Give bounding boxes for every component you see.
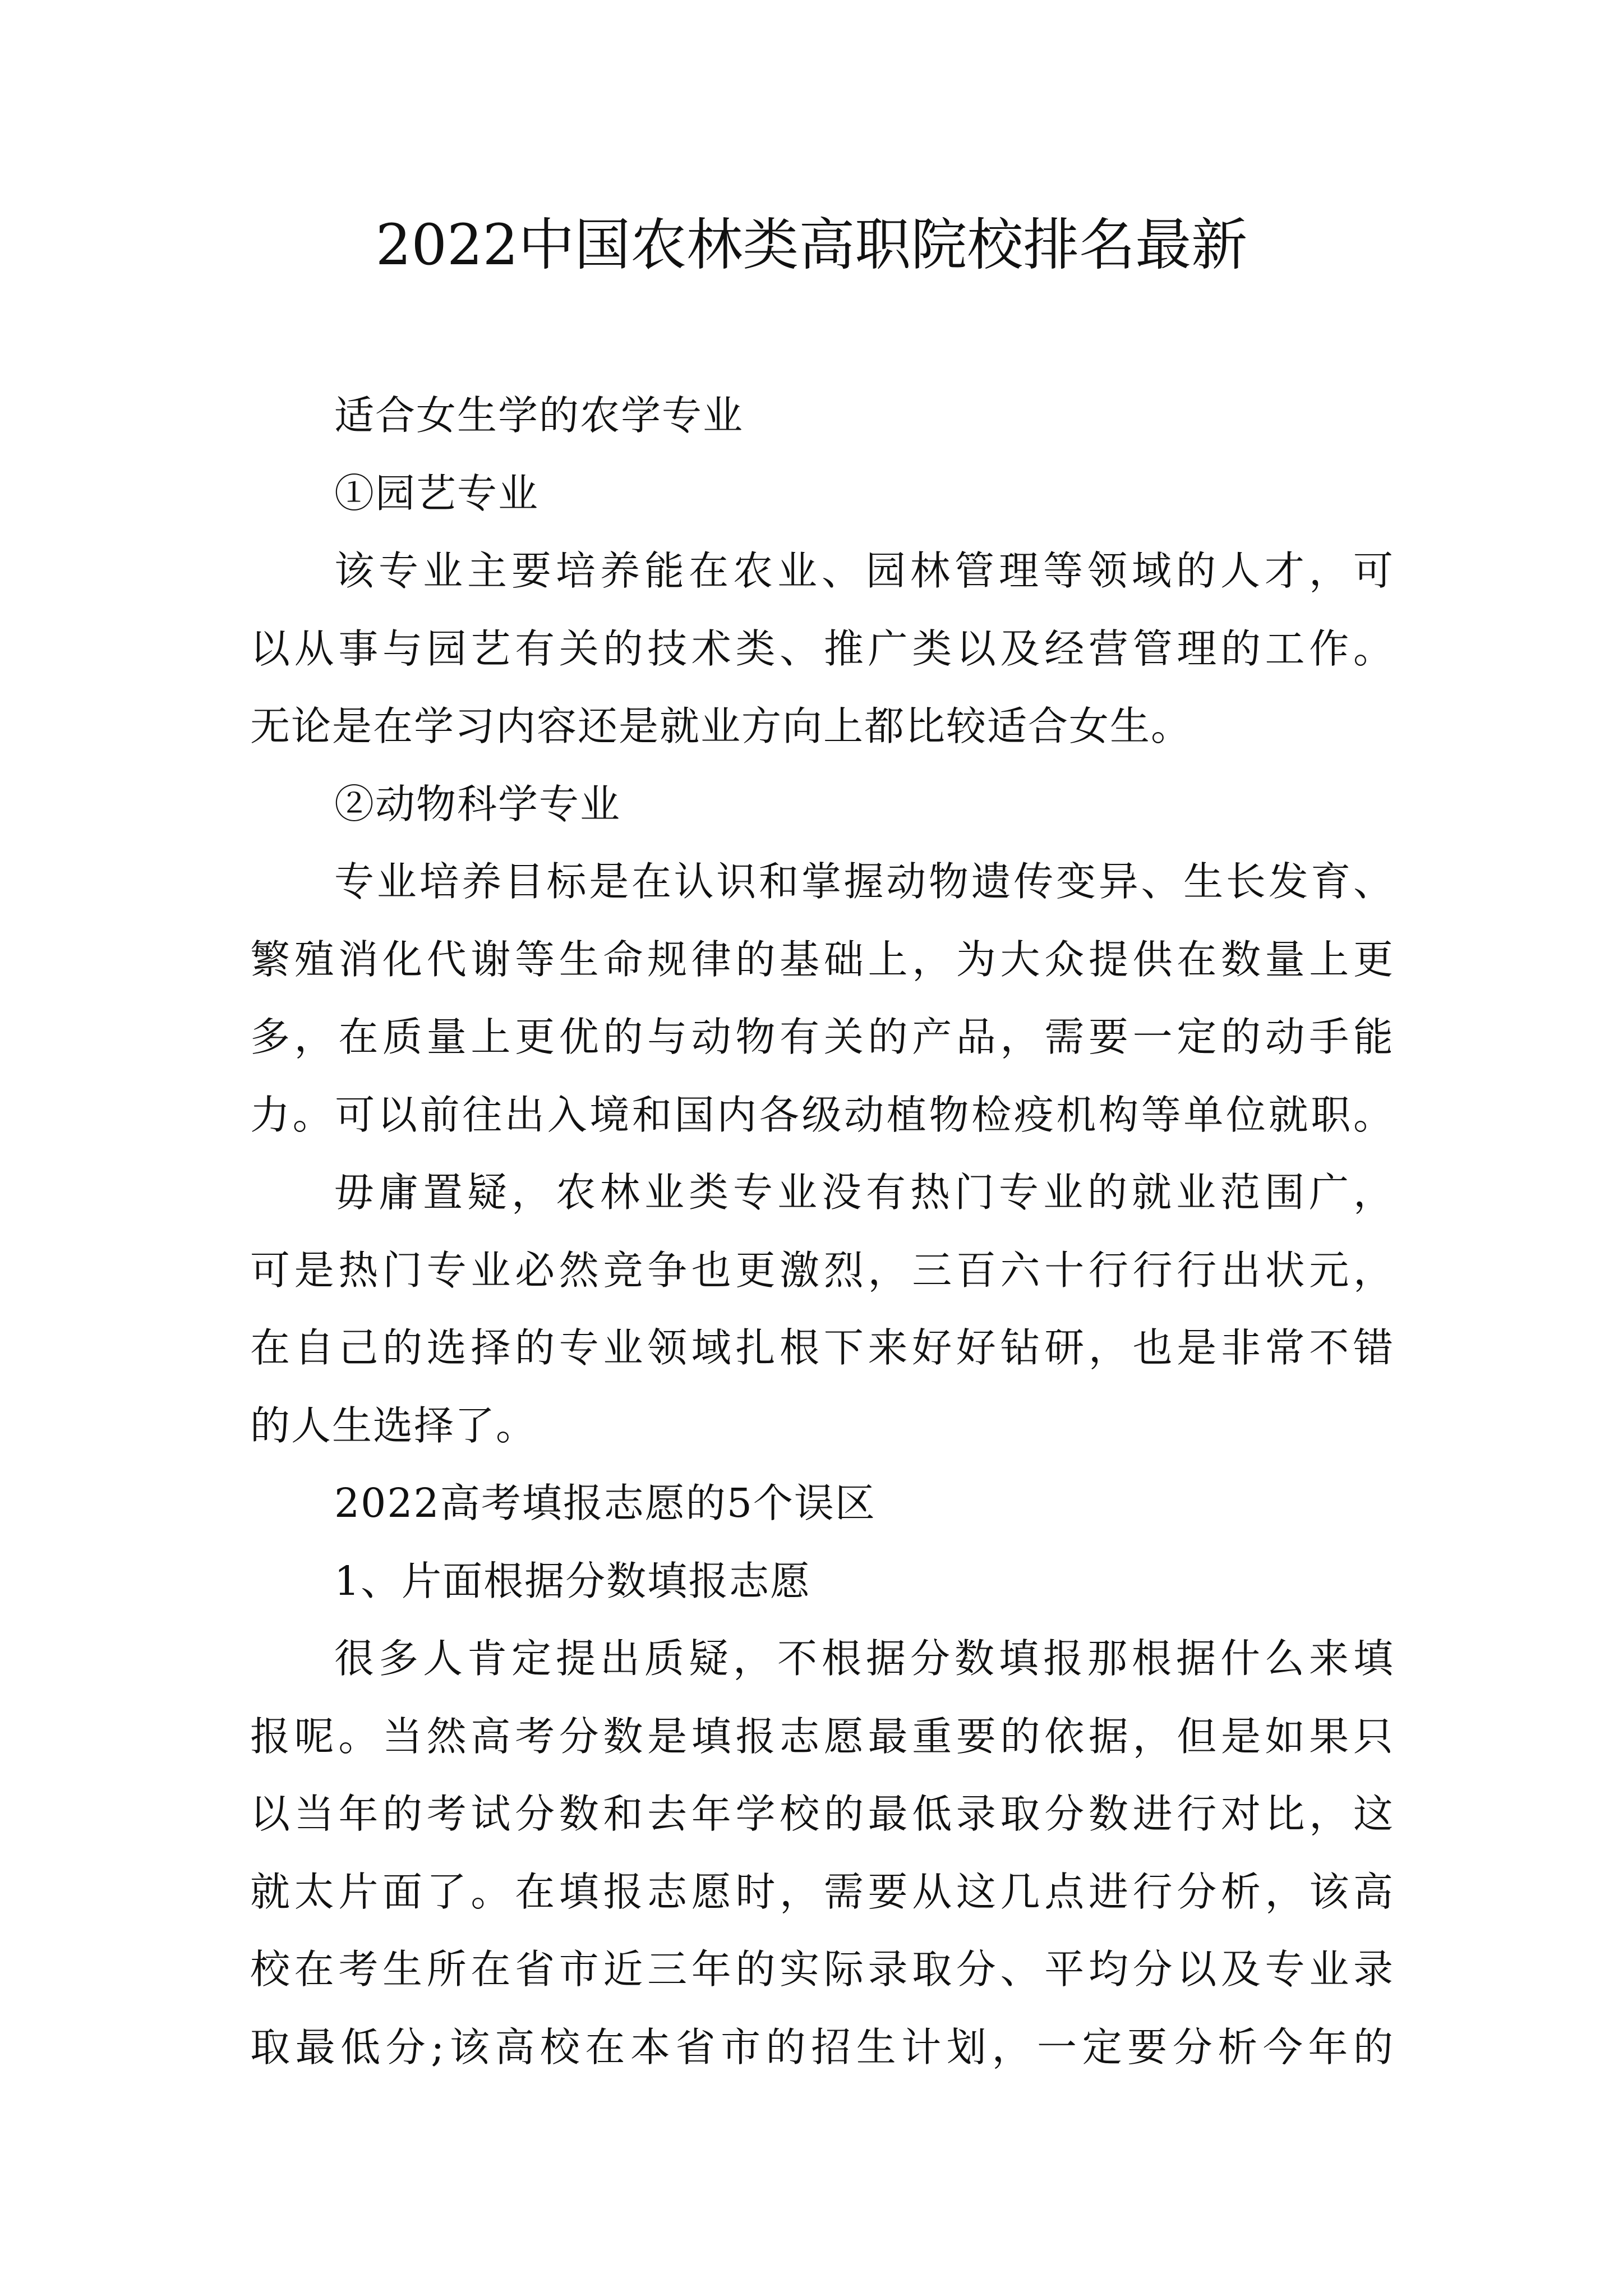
paragraph-line: 以当年的考试分数和去年学校的最低录取分数进行对比，这 [250, 1791, 1394, 1837]
paragraph-line: 无论是在学习内容还是就业方向上都比较适合女生。 [250, 703, 1192, 749]
paragraph-line: 专业培养目标是在认识和掌握动物遗传变异、生长发育、 [334, 858, 1394, 905]
heading-horticulture: ①园艺专业 [334, 470, 540, 517]
paragraph-line: 校在考生所在省市近三年的实际录取分、平均分以及专业录 [250, 1946, 1394, 1993]
heading-animal-science: ②动物科学专业 [334, 780, 621, 827]
heading-five-mistakes: 2022高考填报志愿的5个误区 [334, 1480, 876, 1526]
paragraph-line: 繁殖消化代谢等生命规律的基础上，为大众提供在数量上更 [250, 936, 1394, 983]
paragraph-line: 报呢。当然高考分数是填报志愿最重要的依据，但是如果只 [250, 1713, 1394, 1760]
paragraph-line: 该专业主要培养能在农业、园林管理等领域的人才，可 [334, 547, 1394, 594]
document-title: 2022中国农林类高职院校排名最新 [375, 212, 1248, 278]
paragraph-line: 以从事与园艺有关的技术类、推广类以及经营管理的工作。 [250, 625, 1394, 672]
paragraph-line: 很多人肯定提出质疑，不根据分数填报那根据什么来填 [334, 1635, 1394, 1682]
document-body [250, 377, 1394, 2086]
paragraph-line: 的人生选择了。 [250, 1402, 537, 1449]
paragraph-line: 就太片面了。在填报志愿时，需要从这几点进行分析，该高 [250, 1868, 1394, 1915]
paragraph-line: 力。可以前往出入境和国内各级动植物检疫机构等单位就职。 [250, 1091, 1394, 1138]
paragraph-line: 毋庸置疑，农林业类专业没有热门专业的就业范围广， [334, 1169, 1394, 1216]
paragraph-line: 可是热门专业必然竞争也更激烈，三百六十行行行出状元， [250, 1246, 1394, 1294]
paragraph-line: 在自己的选择的专业领域扎根下来好好钻研，也是非常不错 [250, 1324, 1394, 1371]
heading-female-majors: 适合女生学的农学专业 [334, 392, 744, 439]
paragraph-line: 取最低分;该高校在本省市的招生计划，一定要分析今年的 [250, 2023, 1394, 2070]
heading-mistake-1: 1、片面根据分数填报志愿 [334, 1557, 811, 1604]
paragraph-line: 多，在质量上更优的与动物有关的产品，需要一定的动手能 [250, 1014, 1394, 1060]
